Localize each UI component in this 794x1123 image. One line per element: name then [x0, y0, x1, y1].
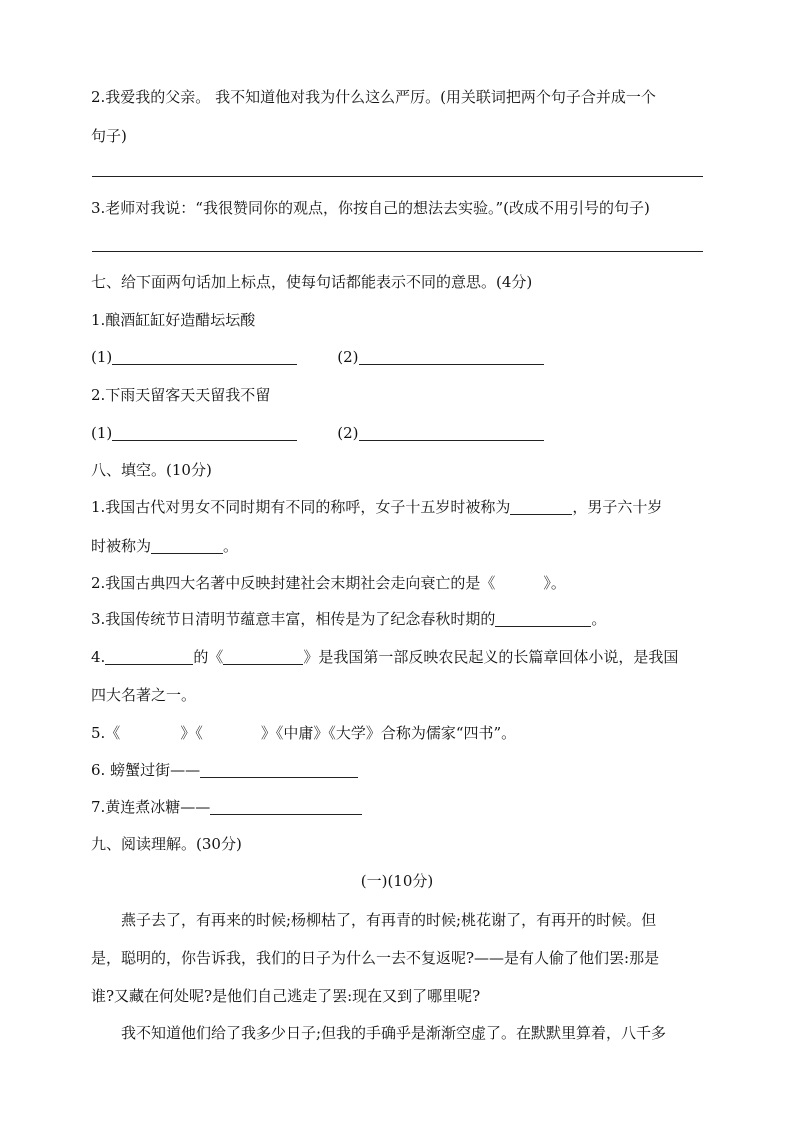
- q6-item2-line1: 2.我爱我的父亲。 我不知道他对我为什么这么严厉。(用关联词把两个句子合并成一个: [91, 88, 656, 106]
- blank-field[interactable]: [359, 348, 544, 365]
- blank-field[interactable]: [210, 798, 362, 815]
- q8-item1-line1: [91, 497, 662, 517]
- question-text: 6. 螃蟹过街——: [91, 761, 201, 779]
- blank-field[interactable]: [112, 424, 297, 441]
- q8-item1-line2: [91, 536, 238, 556]
- question-text: 3.我国传统节日清明节蕴意丰富，相传是为了纪念春秋时期的: [91, 610, 496, 628]
- blank-field[interactable]: [120, 722, 180, 738]
- blank-field[interactable]: [495, 572, 543, 588]
- passage-line: 我不知道他们给了我多少日子;但我的手确乎是渐渐空虚了。在默默里算着，八千多: [121, 1024, 667, 1042]
- blank-field[interactable]: [203, 722, 261, 738]
- passage-line: 是，聪明的，你告诉我，我们的日子为什么一去不复返呢?——是有人偷了他们罢:那是: [91, 949, 660, 967]
- q7-item2-answers: [91, 423, 544, 443]
- question-text: 。: [591, 610, 607, 628]
- question-text: 》《中庸》《大学》合称为儒家“四书”。: [260, 724, 517, 742]
- q8-item7: [91, 797, 362, 817]
- q7-item1-answers: [91, 347, 544, 367]
- q8-item4-line2: 四大名著之一。: [91, 686, 197, 704]
- answer-label: (2): [337, 348, 359, 366]
- blank-field[interactable]: [112, 348, 297, 365]
- question-text: 7.黄连煮冰糖——: [91, 798, 211, 816]
- q8-item2: [91, 572, 566, 593]
- answer-label: (2): [337, 424, 359, 442]
- q6-item3: 3.老师对我说：“我很赞同你的观点，你按自己的想法去实验。”(改成不用引号的句子): [91, 199, 650, 217]
- q6-item2-line2: 句子): [91, 127, 127, 145]
- question-text: 5.《: [91, 724, 121, 742]
- question-text: 1.我国古代对男女不同时期有不同的称呼，女子十五岁时被称为: [91, 498, 511, 516]
- q7-item1: 1.酿酒缸缸好造醋坛坛酸: [91, 311, 256, 329]
- question-text: 。: [223, 537, 239, 555]
- q8-heading: 八、填空。(10分): [91, 461, 212, 479]
- blank-field[interactable]: [105, 648, 193, 665]
- q7-item2: 2.下雨天留客天天留我不留: [91, 386, 271, 404]
- blank-field[interactable]: [151, 537, 223, 554]
- blank-field[interactable]: [200, 761, 358, 778]
- q8-item3: [91, 609, 606, 629]
- question-text: 》是我国第一部反映农民起义的长篇章回体小说，是我国: [303, 648, 679, 666]
- question-text: 》。: [543, 574, 566, 592]
- q7-heading: 七、给下面两句话加上标点，使每句话都能表示不同的意思。(4分): [91, 273, 533, 291]
- question-text: 2.我国古典四大名著中反映封建社会末期社会走向衰亡的是《: [91, 574, 496, 592]
- question-text: ，男子六十岁: [572, 498, 663, 516]
- passage-line: 燕子去了，有再来的时候;杨柳枯了，有再青的时候;桃花谢了，有再开的时候。但: [121, 911, 657, 929]
- q8-item6: [91, 760, 358, 780]
- blank-field[interactable]: [510, 498, 572, 515]
- question-text: 时被称为: [91, 537, 152, 555]
- q8-item5: [91, 722, 516, 743]
- answer-label: (1): [91, 348, 113, 366]
- blank-field[interactable]: [359, 424, 544, 441]
- answer-line[interactable]: [92, 251, 703, 252]
- blank-field[interactable]: [223, 648, 303, 665]
- q9-sub-heading: (一)(10分): [360, 872, 434, 890]
- question-text: 4.: [91, 648, 106, 666]
- q9-heading: 九、阅读理解。(30分): [91, 835, 242, 853]
- q8-item4-line1: [91, 647, 678, 667]
- answer-line[interactable]: [92, 176, 703, 177]
- question-text: 》《: [180, 724, 203, 742]
- answer-label: (1): [91, 424, 113, 442]
- question-text: 的《: [193, 648, 224, 666]
- passage-line: 谁?又藏在何处呢?是他们自己逃走了罢:现在又到了哪里呢?: [91, 987, 481, 1005]
- blank-field[interactable]: [495, 610, 591, 627]
